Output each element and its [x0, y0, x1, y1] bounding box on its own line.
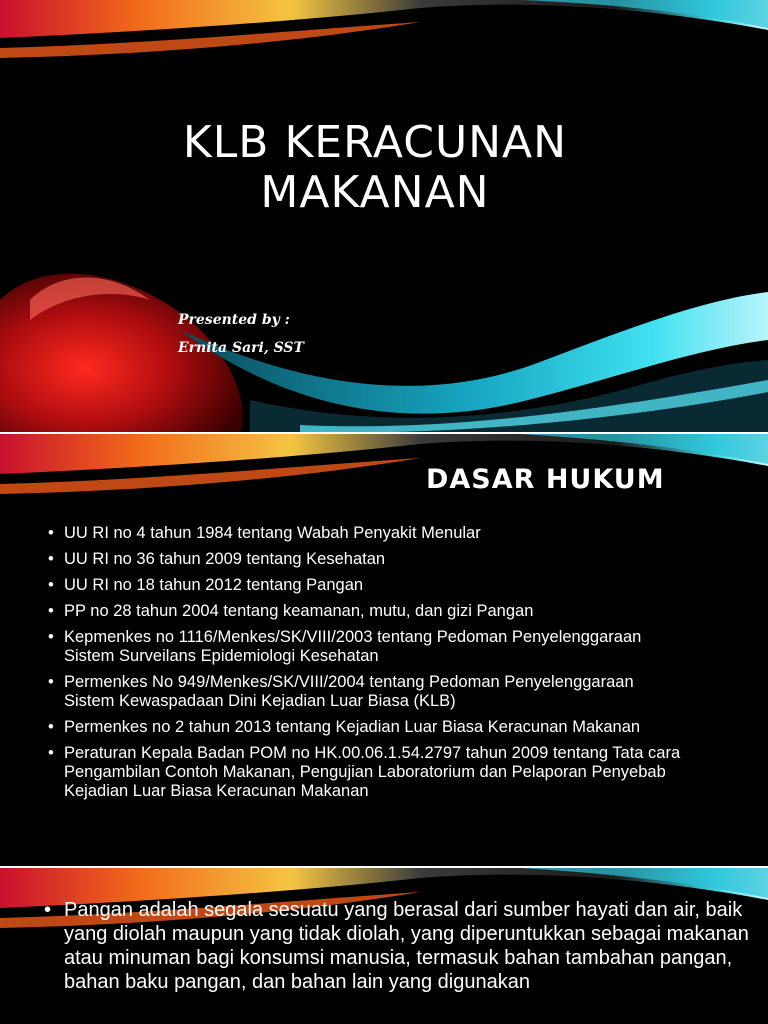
presented-by-label: Presented by :	[178, 312, 290, 328]
title-line-2: MAKANAN	[260, 167, 490, 218]
slide-title	[0, 0, 768, 432]
list-item: • Permenkes No 949/Menkes/SK/VIII/2004 tentang Pedoman Penyelenggaraan Sistem Kewaspadaan Dini Kejadian Luar Biasa (KLB)	[48, 673, 688, 711]
slide-dasar-hukum	[0, 434, 768, 866]
list-item: • PP no 28 tahun 2004 tentang keamanan, mutu, dan gizi Pangan	[48, 602, 688, 621]
list-item: • UU RI no 4 tahun 1984 tentang Wabah Penyakit Menular	[48, 524, 688, 543]
list-item: • Kepmenkes no 1116/Menkes/SK/VIII/2003 tentang Pedoman Penyelenggaraan Sistem Surveilans Epidemiologi Kesehatan	[48, 628, 688, 666]
list-item: • Peraturan Kepala Badan POM no HK.00.06.1.54.2797 tahun 2009 tentang Tata cara Pengambilan Contoh Makanan, Pengujian Laboratorium dan Pelaporan Penyebab Kejadian Luar Biasa Keracunan Makanan	[48, 744, 688, 801]
definition-paragraph: • Pangan adalah segala sesuatu yang berasal dari sumber hayati dan air, baik yang diolah maupun yang tidak diolah, yang diperuntukkan sebagai makanan atau minuman bagi konsumsi manusia, termasuk bahan tambahan pangan, bahan baku pangan, dan bahan lain yang digunakan	[44, 898, 764, 994]
slide-definisi-pangan	[0, 868, 768, 1024]
title-line-1: KLB KERACUNAN	[182, 117, 568, 168]
section-title: DASAR HUKUM	[426, 464, 665, 495]
list-item: • UU RI no 36 tahun 2009 tentang Kesehatan	[48, 550, 688, 569]
list-item: • UU RI no 18 tahun 2012 tentang Pangan	[48, 576, 688, 595]
presenter-name: Ernita Sari, SST	[178, 340, 304, 356]
page-title	[150, 118, 600, 218]
list-item: • Permenkes no 2 tahun 2013 tentang Kejadian Luar Biasa Keracunan Makanan	[48, 718, 688, 737]
legal-basis-list	[48, 524, 688, 808]
